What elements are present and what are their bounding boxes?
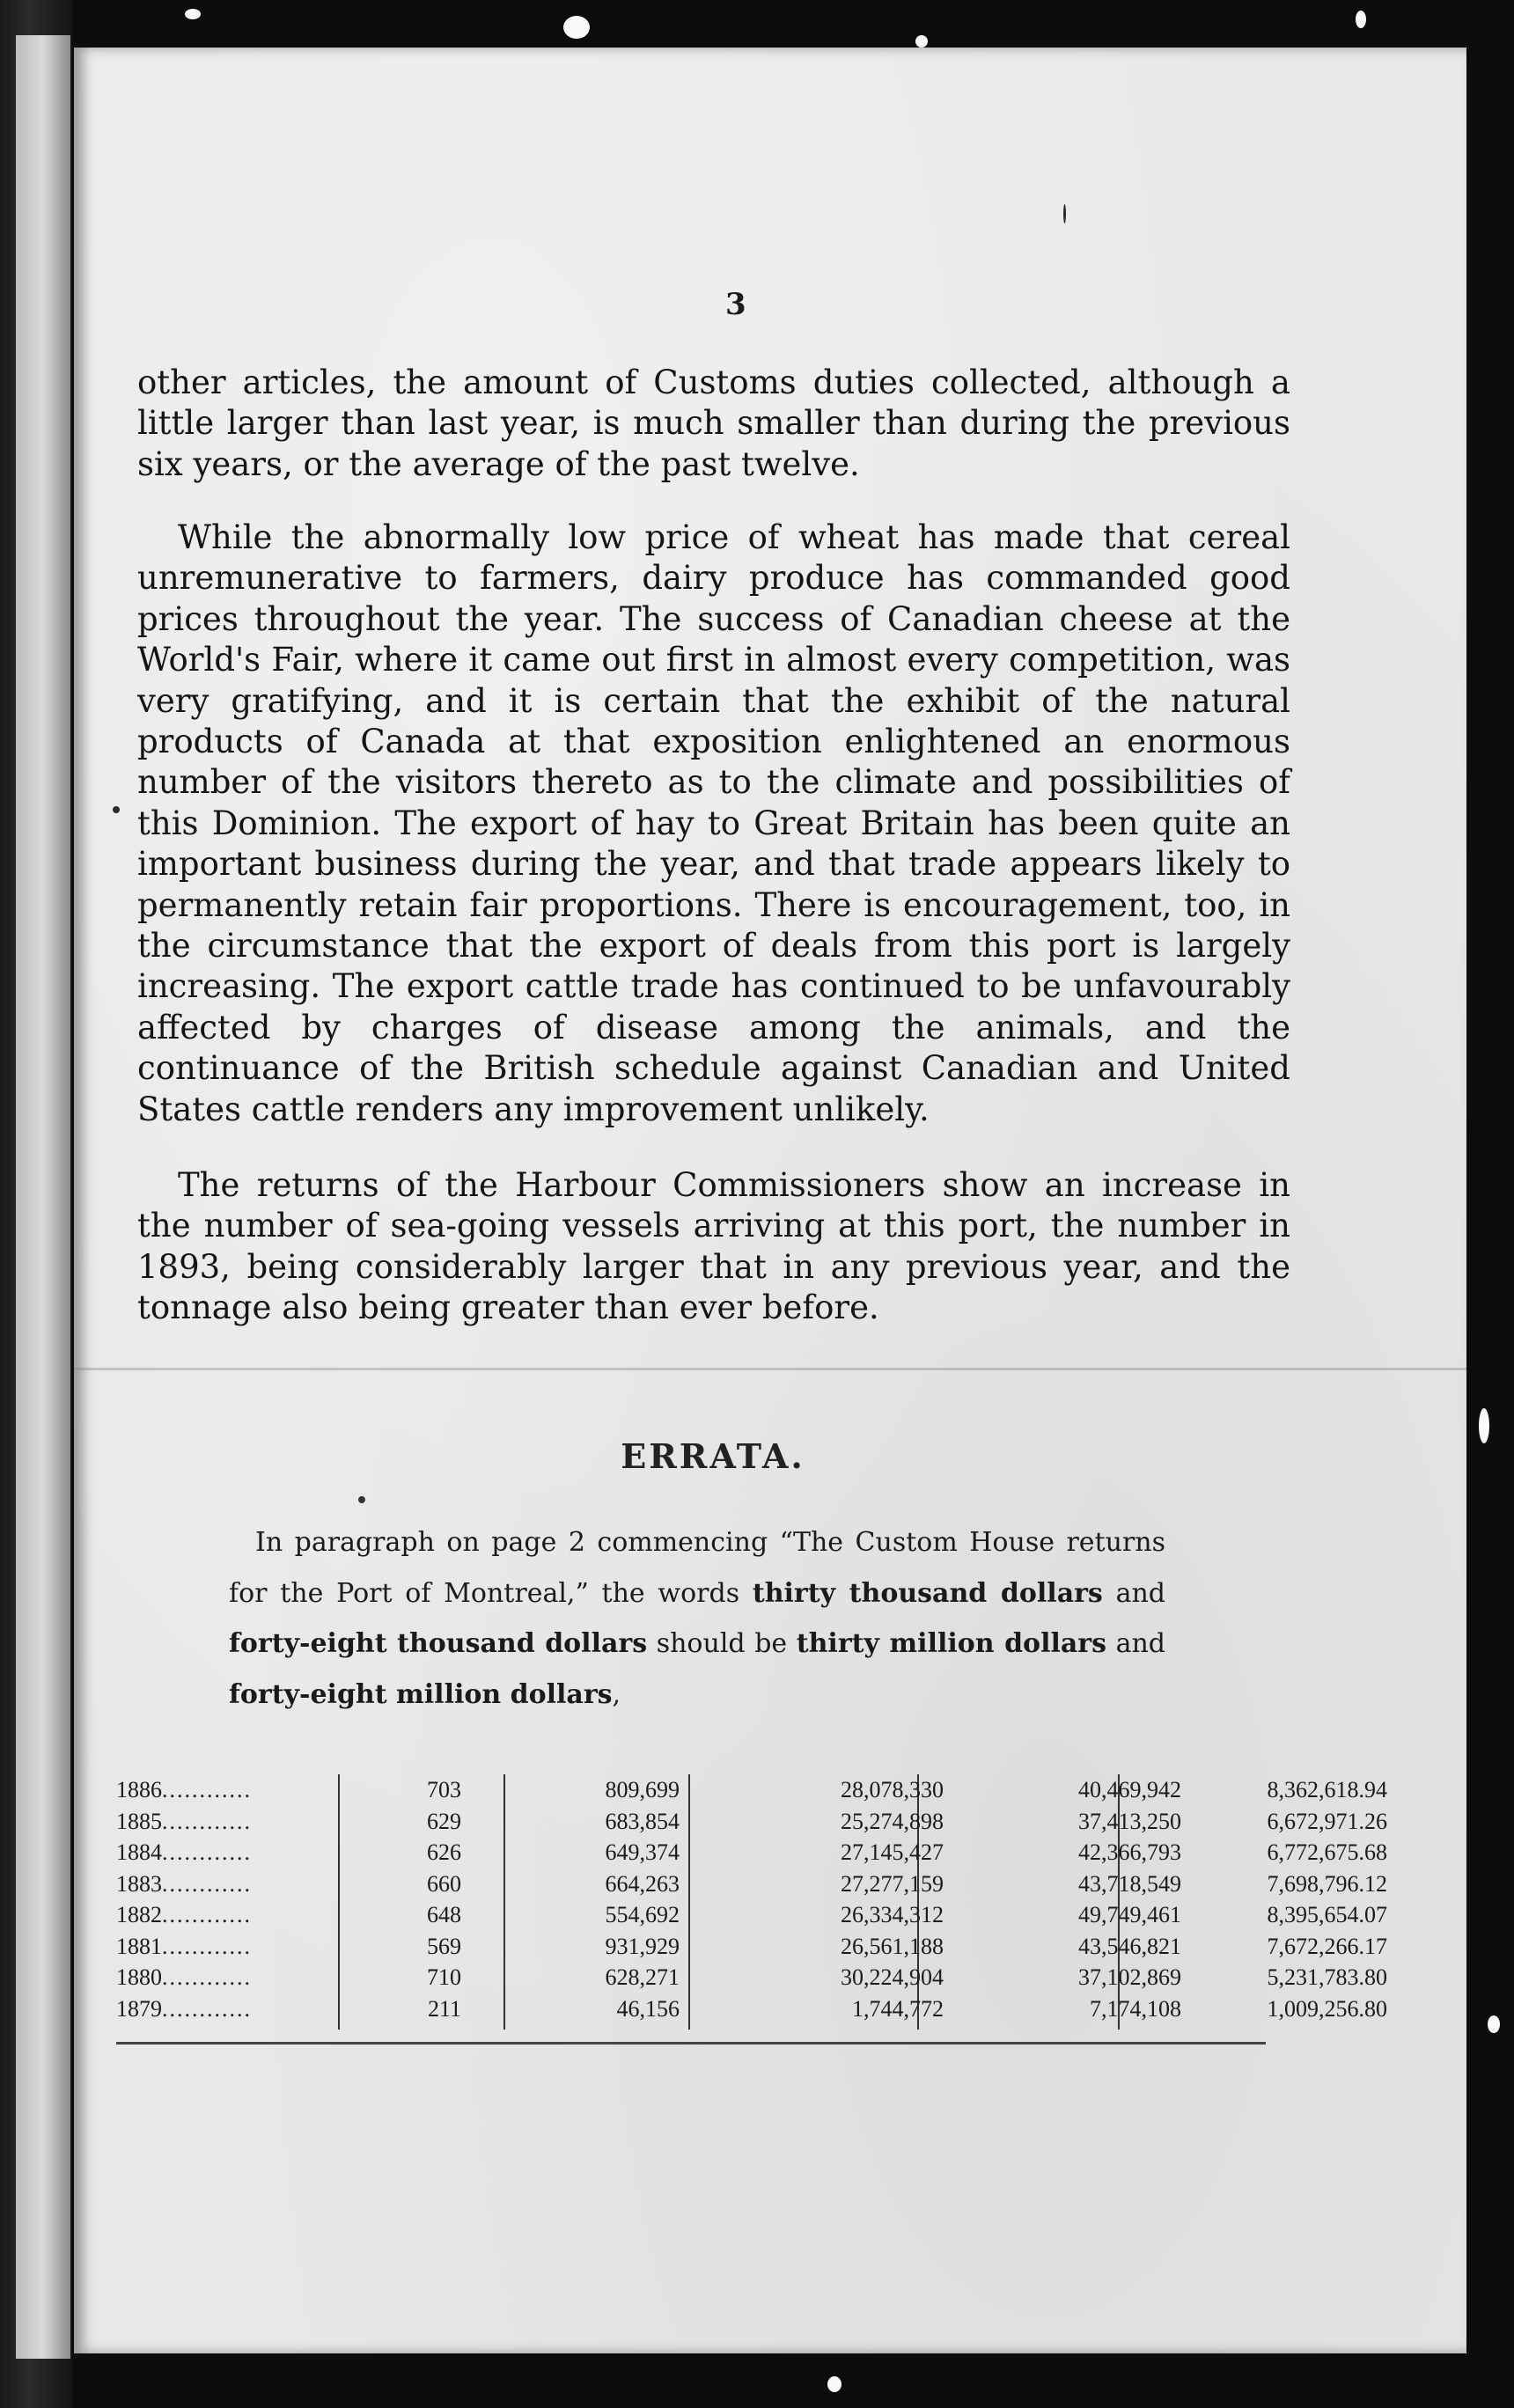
errata-bold-3: thirty million dollars (796, 1628, 1106, 1659)
page-number: 3 (725, 287, 746, 322)
table-cell-c5: 5,231,783.80 (1267, 1964, 1387, 1990)
table-cell-c3: 28,078,330 (841, 1777, 944, 1802)
table-cell-year (116, 1872, 336, 1897)
errata-text-3: should be (647, 1628, 797, 1659)
errata-bold-2: forty-eight thousand dollars (229, 1628, 648, 1659)
scan-speck (1356, 11, 1366, 28)
paragraph-2 (137, 518, 1290, 1130)
table-cell-c5: 6,772,675.68 (1267, 1839, 1387, 1865)
table-cell-year (116, 1810, 336, 1834)
year-value: 1881 (116, 1934, 162, 1959)
paragraph-3-text: The returns of the Harbour Commissioners show an increase in the number of sea-going vessels arriving at this port, the number in 1893, being considerably larger that in any previous year, and the tonnage also being greater than ever before. (137, 1166, 1290, 1327)
dot-leader: ............ (162, 1778, 252, 1802)
table-cell-year (116, 1840, 336, 1865)
table-cell-c4: 43,718,549 (1078, 1870, 1181, 1897)
table-cell-c1: 211 (427, 1995, 461, 2022)
table-cell-c2: 46,156 (616, 1995, 680, 2022)
table-cell-c1: 660 (427, 1870, 461, 1897)
year-value: 1879 (116, 1996, 162, 2022)
scan-speck (915, 35, 928, 48)
errata-bold-4: forty-eight million dollars (229, 1678, 613, 1710)
errata-text-1: In paragraph on page 2 commencing “The Custom House returns for the Port of Montreal,” the words (229, 1527, 1165, 1609)
year-value: 1883 (116, 1871, 162, 1897)
table-cell-c4: 49,749,461 (1078, 1902, 1181, 1927)
table-cell-year (116, 1903, 336, 1927)
scan-speck (1479, 1408, 1489, 1443)
scan-speck (185, 9, 201, 19)
table-row (116, 1870, 1387, 1897)
table-cell-c2: 628,271 (605, 1964, 680, 1990)
table-cell-c3: 1,744,772 (852, 1995, 944, 2022)
table-cell-c4: 7,174,108 (1090, 1995, 1181, 2022)
dot-leader: ............ (162, 1996, 252, 2022)
table-cell-c3: 25,274,898 (841, 1808, 944, 1834)
table-cell-year (116, 1997, 336, 2022)
table-row (116, 1777, 1387, 1802)
paste-over-edge (74, 1368, 1466, 1370)
table-cell-c3: 26,334,312 (841, 1902, 944, 1927)
dot-leader: ............ (162, 1903, 252, 1927)
errata-paragraph (229, 1517, 1165, 1720)
scan-speck (563, 16, 590, 39)
dot-leader: ............ (162, 1840, 252, 1865)
year-value: 1884 (116, 1840, 162, 1865)
table-row (116, 1839, 1387, 1865)
table-cell-year (116, 1965, 336, 1990)
table-row (116, 1995, 1387, 2022)
dot-leader: ............ (162, 1965, 252, 1990)
table-cell-c2: 554,692 (605, 1902, 680, 1927)
table-cell-c3: 27,277,159 (841, 1870, 944, 1897)
table-row (116, 1933, 1387, 1959)
scan-speck (827, 2376, 842, 2392)
errata-notice (229, 1517, 1165, 1720)
table-row (116, 1964, 1387, 1990)
paragraph-3 (137, 1165, 1290, 1329)
errata-text-5: , (612, 1678, 621, 1710)
paragraph-1-text: other articles, the amount of Customs duties collected, although a little larger than last year, is much smaller than during the previous six years, or the average of the past twelve. (137, 363, 1290, 483)
table-cell-c4: 43,546,821 (1078, 1933, 1181, 1959)
table-cell-c2: 683,854 (605, 1808, 680, 1834)
scan-speck (1063, 204, 1066, 224)
table-cell-c1: 629 (427, 1808, 461, 1834)
dot-leader: ............ (162, 1809, 252, 1834)
table-cell-c5: 6,672,971.26 (1267, 1808, 1387, 1834)
table-cell-year (116, 1934, 336, 1959)
table-cell-c2: 931,929 (605, 1933, 680, 1959)
table-bottom-rule (116, 2042, 1266, 2045)
table-cell-c1: 703 (427, 1777, 461, 1802)
year-value: 1886 (116, 1778, 162, 1802)
table-cell-c5: 8,395,654.07 (1267, 1902, 1387, 1927)
errata-text-2: and (1102, 1577, 1165, 1609)
statistics-table (116, 1774, 1387, 2035)
table-cell-c3: 30,224,904 (841, 1964, 944, 1990)
table-cell-c2: 664,263 (605, 1870, 680, 1897)
table-row (116, 1808, 1387, 1834)
dot-leader: ............ (162, 1871, 252, 1897)
year-value: 1880 (116, 1965, 162, 1990)
table-cell-c2: 649,374 (605, 1839, 680, 1865)
errata-title: ERRATA. (621, 1436, 805, 1476)
paragraph-2-text: While the abnormally low price of wheat has made that cereal unremunerative to farmers, dairy produce has commanded good prices throughout the year. The success of Canadian cheese at the World's Fair, where it came out first in almost every competition, was very gratifying, and it is certain that the exhibit of the natural products of Canada at that exposition enlightened an enormous number of the visitors thereto as to the climate and possibilities of this Dominion. The export of hay to Great Britain has been quite an important business during the year, and that trade appears likely to permanently retain fair proportions. There is encouragement, too, in the circumstance that the export of deals from this port is largely increasing. The export cattle trade has continued to be unfavourably affected by charges of disease among the animals, and the continuance of the British schedule against Canadian and United States cattle renders any improvement unlikely. (137, 518, 1290, 1128)
table-cell-c1: 710 (427, 1964, 461, 1990)
table-cell-c3: 26,561,188 (841, 1933, 944, 1959)
table-cell-c5: 7,672,266.17 (1267, 1933, 1387, 1959)
table-cell-c4: 42,366,793 (1078, 1839, 1181, 1865)
year-value: 1885 (116, 1809, 162, 1834)
table-cell-c3: 27,145,427 (841, 1839, 944, 1865)
table-cell-c5: 8,362,618.94 (1267, 1777, 1387, 1802)
errata-text-4: and (1106, 1628, 1166, 1659)
paragraph-1 (137, 363, 1290, 485)
year-value: 1882 (116, 1903, 162, 1927)
errata-bold-1: thirty thousand dollars (752, 1577, 1103, 1609)
table-cell-year (116, 1778, 336, 1802)
table-cell-c1: 626 (427, 1839, 461, 1865)
dot-leader: ............ (162, 1934, 252, 1959)
table-cell-c2: 809,699 (605, 1777, 680, 1802)
table-cell-c1: 648 (427, 1902, 461, 1927)
table-cell-c1: 569 (427, 1933, 461, 1959)
table-cell-c5: 7,698,796.12 (1267, 1870, 1387, 1897)
scan-speck (1488, 2015, 1500, 2033)
table-cell-c4: 37,102,869 (1078, 1964, 1181, 1990)
previous-page-edge (16, 35, 70, 2359)
scan-speck (113, 806, 120, 813)
ink-dot (358, 1496, 365, 1503)
table-cell-c5: 1,009,256.80 (1267, 1995, 1387, 2022)
table-cell-c4: 40,469,942 (1078, 1777, 1181, 1802)
table-cell-c4: 37,413,250 (1078, 1808, 1181, 1834)
table-row (116, 1902, 1387, 1927)
